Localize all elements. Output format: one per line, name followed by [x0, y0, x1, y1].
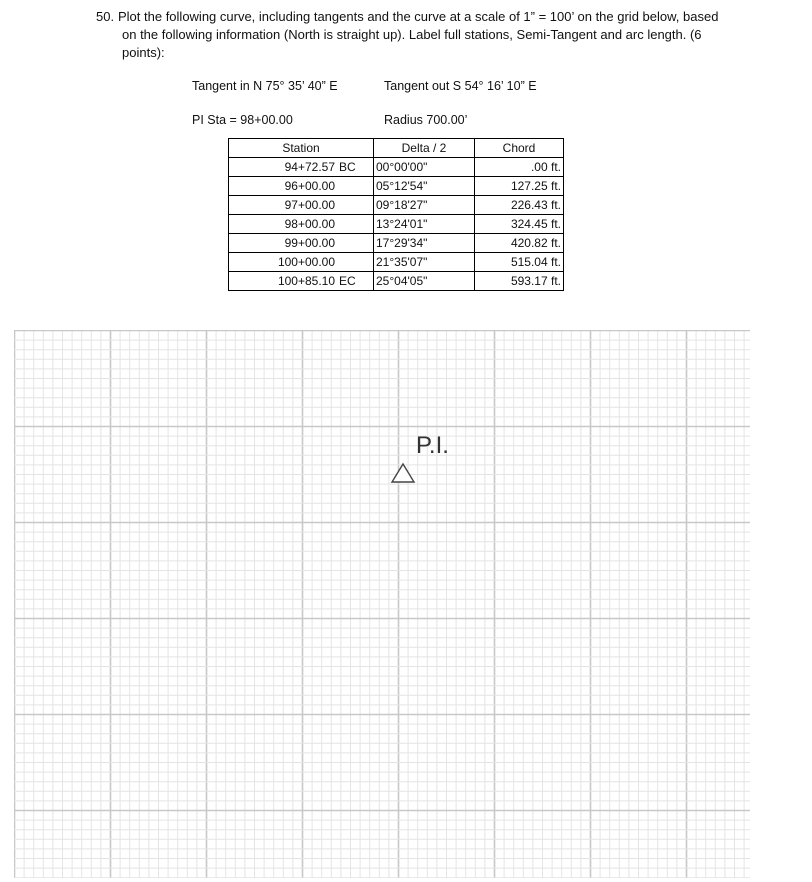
header-delta: Delta / 2	[374, 139, 475, 158]
delta-cell: 09°18'27"	[374, 196, 475, 215]
station-cell	[229, 234, 374, 253]
delta-cell: 00°00'00"	[374, 158, 475, 177]
table-row	[229, 177, 564, 196]
delta-cell: 13°24'01"	[374, 215, 475, 234]
tangent-in: Tangent in N 75° 35’ 40” E	[192, 79, 338, 93]
station-cell	[229, 215, 374, 234]
pi-label: P.I.	[416, 432, 449, 459]
chord-cell: 324.45 ft.	[475, 215, 564, 234]
station-tag: EC	[339, 274, 356, 288]
radius: Radius 700.00’	[384, 113, 468, 127]
chord-cell: 127.25 ft.	[475, 177, 564, 196]
chord-cell: 515.04 ft.	[475, 253, 564, 272]
delta-cell: 05°12'54"	[374, 177, 475, 196]
tangent-out: Tangent out S 54° 16’ 10” E	[384, 79, 537, 93]
problem-number: 50.	[96, 9, 115, 24]
station-value: 94+72.57	[284, 160, 335, 174]
table-row	[229, 253, 564, 272]
curve-table	[228, 138, 564, 291]
station-value: 99+00.00	[284, 236, 335, 250]
station-tag: BC	[339, 160, 356, 174]
plot-grid[interactable]	[14, 330, 750, 878]
station-value: 100+85.10	[277, 274, 335, 288]
table-header-row	[229, 139, 564, 158]
station-cell	[229, 196, 374, 215]
table-row	[229, 272, 564, 291]
problem-statement	[96, 8, 736, 62]
station-value: 98+00.00	[284, 217, 335, 231]
station-cell	[229, 253, 374, 272]
table-row	[229, 196, 564, 215]
pi-triangle-icon	[390, 462, 416, 484]
station-cell	[229, 177, 374, 196]
table-row	[229, 158, 564, 177]
chord-cell: 593.17 ft.	[475, 272, 564, 291]
chord-cell: 226.43 ft.	[475, 196, 564, 215]
chord-cell: 420.82 ft.	[475, 234, 564, 253]
table-row	[229, 215, 564, 234]
station-value: 96+00.00	[284, 179, 335, 193]
delta-cell: 25°04'05"	[374, 272, 475, 291]
problem-text: Plot the following curve, including tangents and the curve at a scale of 1” = 100’ on the grid below, based on the following information (North is straight up). Label full stations, Semi-Tangent and arc length. (6 points):	[118, 9, 719, 60]
station-value: 100+00.00	[277, 255, 335, 269]
delta-cell: 21°35'07"	[374, 253, 475, 272]
delta-cell: 17°29'34"	[374, 234, 475, 253]
station-cell	[229, 272, 374, 291]
table-row	[229, 234, 564, 253]
station-cell	[229, 158, 374, 177]
header-chord: Chord	[475, 139, 564, 158]
header-station: Station	[229, 139, 374, 158]
station-value: 97+00.00	[284, 198, 335, 212]
pi-station: PI Sta = 98+00.00	[192, 113, 293, 127]
chord-cell: .00 ft.	[475, 158, 564, 177]
